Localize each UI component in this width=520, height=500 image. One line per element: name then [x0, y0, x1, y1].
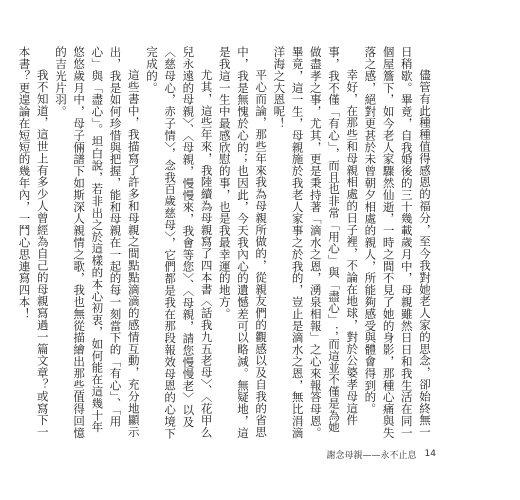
paragraph: 幸好，在那些和母親相處的日子裡，不論在地球，對於公婆孝母這件事，我不僅「有心」，而且也非常「用心」與「盡心」；而這並不僅是為她做盡孝之事，尤其，更是秉持著「滴水之恩，湧泉相報」之心來報答母恩。畢竟，這一生，母親施於我老人家事之於我的，豈止是滴水之恩，無比涓滴洋海之大恩呢！ — [272, 46, 360, 439]
paragraph: 儘管有此種種值得感恩的福分，至今我對她老人家的思念，卻始終無一日稍歇。畢竟，自我婚後的三十幾載歲月中，母親雖然日日和我生活在同一個屋簷下，如今老人家驟然仙逝，一時之間不見了她的身影，那種心痛與失落之感，絕對更甚於未曾朝夕相處的親人，所能夠感受與體會得到的。 — [363, 46, 432, 439]
page-footer — [316, 447, 436, 461]
running-head: 謝念母親——永不止息 — [326, 450, 417, 461]
paragraph: 我不知道，這世上有多少人曾經為自己的母親寫過一篇文章？或寫下一本書？更遑論在短短的幾年內，一鬥心思連寫四本！ — [17, 46, 50, 438]
paragraph: 尤其，這些年來，我陸續為母親寫了四本書〈話我九五老母〉、〈花甲么兒永遠的母親〉、〈母親，慢慢來，我會等您〉、〈母親，請您慢慢老〉以及〈慈母心，赤子情〉，念我百歲慈母〉，它們都是我在那段報效母恩的心境下完成的。 — [144, 46, 214, 440]
body-text — [17, 46, 434, 444]
paragraph: 平心而論，那些年來我為母親所做的，從親友們的觀感以及自我的省思中，我是無愧於心的；也因此，今天我內心的遺憾差可以略減。無疑地，這是我這一生中最感欣慰的事，也是我最幸運的地方。 — [217, 46, 269, 439]
page-number: 14 — [424, 449, 436, 459]
paragraph: 這些書中，我描寫了許多和母親之間點點滴滴的感情互動，充分地顯示出，我是如何珍惜與把握，能和母親在一起的每一刻當下的「有心」、「用心」與「盡心」。坦白說，若非出之於這樣的本心初衷，如何能在這幾十年悠悠歲月中，母子倆譜下如斯深人親情之歌，我也無從描繪出那些值得回憶的吉光片羽。 — [53, 46, 141, 439]
